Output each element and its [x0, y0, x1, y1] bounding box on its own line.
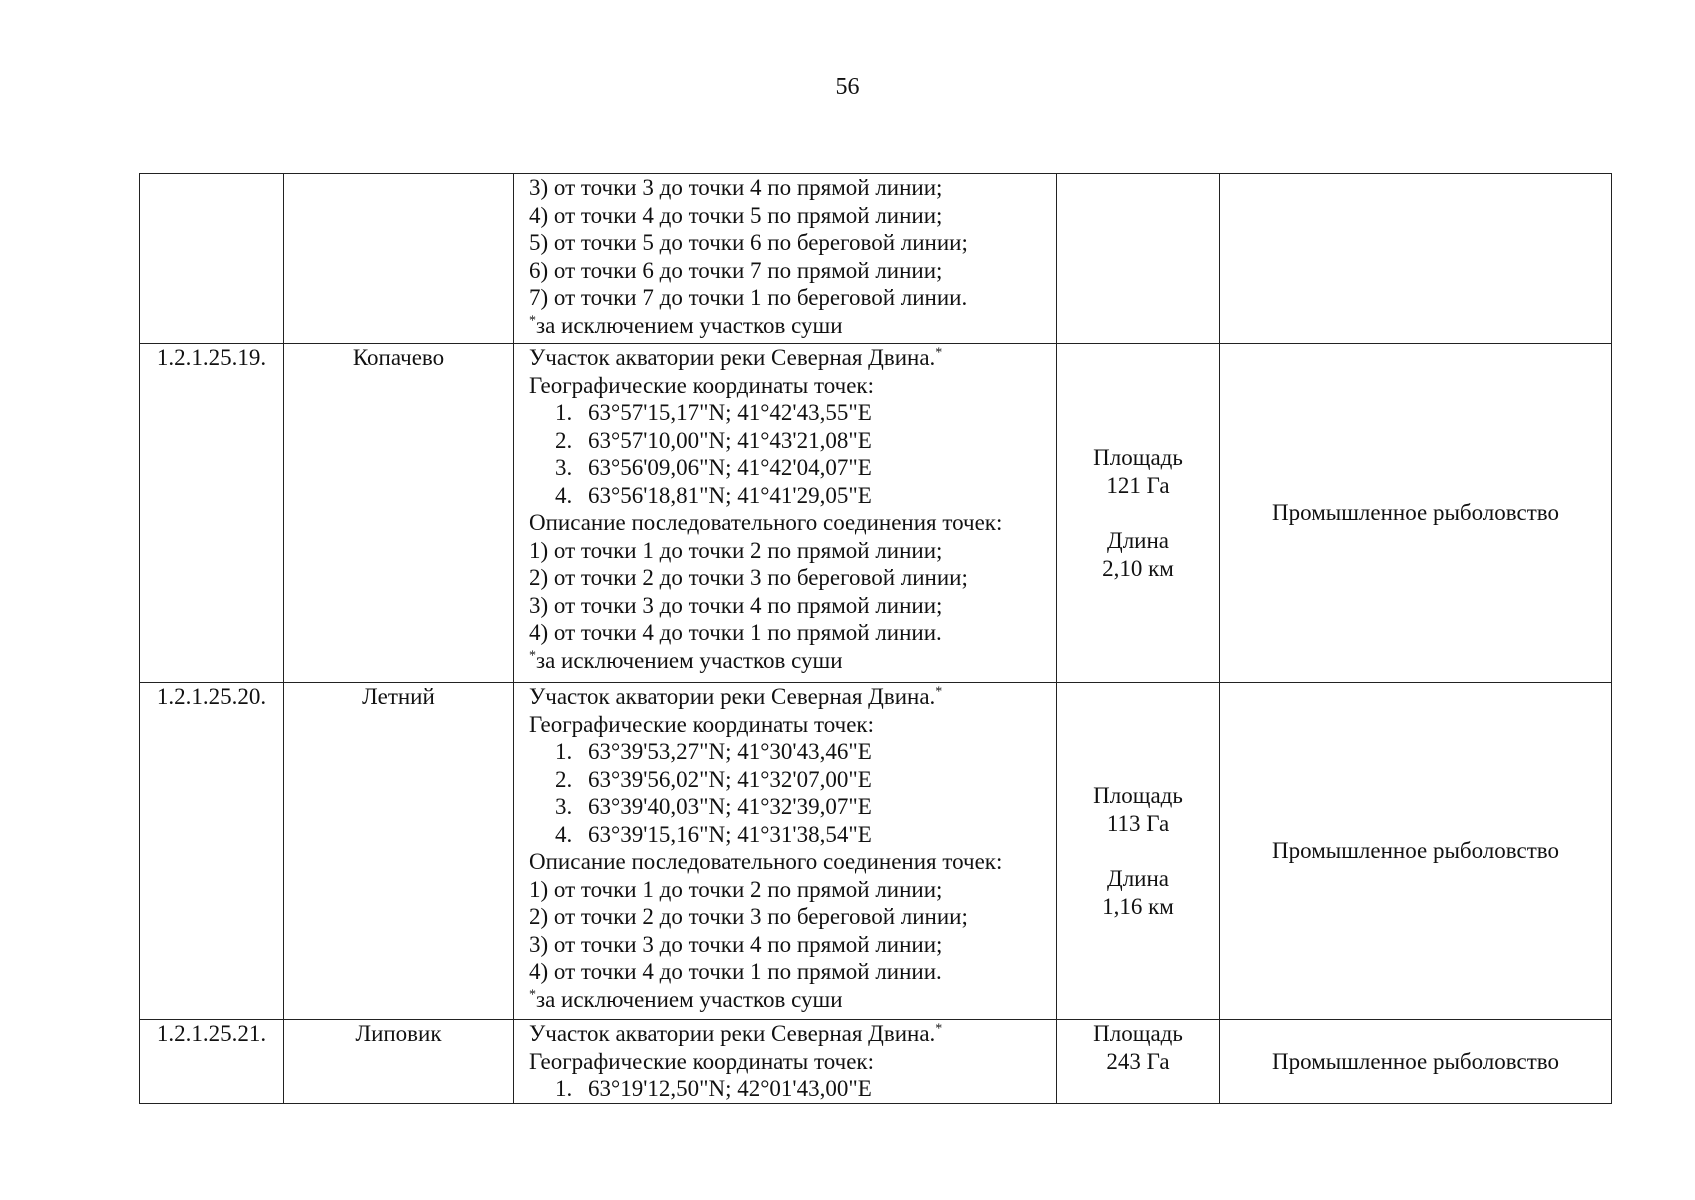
footnote [529, 312, 1050, 340]
coordinate-number: 4. [555, 482, 573, 508]
cell-id: 1.2.1.25.20. [140, 683, 284, 1020]
cell-name: Летний [284, 683, 514, 1020]
coordinate-item [529, 482, 1050, 510]
coordinate-value: 63°39'40,03"N; 41°32'39,07"E [588, 794, 872, 819]
area-label: Площадь [1093, 783, 1183, 808]
cell-use-empty [1220, 174, 1612, 344]
area-title-text: Участок акватории реки Северная Двина. [529, 1021, 936, 1046]
area-label: Площадь [1093, 1021, 1183, 1046]
title-mark: * [935, 684, 943, 700]
footnote-mark: * [529, 647, 536, 663]
title-mark: * [935, 345, 943, 361]
coordinate-value: 63°39'56,02"N; 41°32'07,00"E [588, 766, 872, 792]
coordinate-number: 1. [555, 739, 573, 764]
area-value: 113 Га [1106, 810, 1170, 836]
coordinate-item [529, 821, 1050, 849]
area-title [529, 683, 1050, 711]
connection-header: Описание последовательного соединения точек: [529, 849, 1003, 874]
footnote-text: за исключением участков суши [536, 312, 843, 338]
coordinate-value: 63°57'10,00"N; 41°43'21,08"E [588, 427, 872, 453]
cell-description [514, 344, 1057, 683]
connection-line: 5) от точки 5 до точки 6 по береговой линии; [529, 230, 968, 255]
connection-line: 7) от точки 7 до точки 1 по береговой линии. [529, 285, 968, 310]
connection-line: 1) от точки 1 до точки 2 по прямой линии; [529, 537, 943, 563]
cell-name: Липовик [284, 1020, 514, 1104]
cell-id-empty [140, 174, 284, 344]
footnote-mark: * [529, 312, 536, 328]
coordinate-number: 2. [555, 766, 573, 792]
length-label: Длина [1107, 866, 1169, 891]
cell-size [1057, 344, 1220, 683]
cell-description [514, 683, 1057, 1020]
area-value: 243 Га [1106, 1048, 1170, 1074]
cell-use: Промышленное рыболовство [1220, 683, 1612, 1020]
coordinate-item [529, 738, 1050, 766]
cell-size-empty [1057, 174, 1220, 344]
connection-line: 1) от точки 1 до точки 2 по прямой линии; [529, 876, 943, 902]
connection-line: 4) от точки 4 до точки 1 по прямой линии. [529, 959, 942, 984]
area-title-text: Участок акватории реки Северная Двина. [529, 684, 936, 709]
connection-header: Описание последовательного соединения точек: [529, 510, 1003, 535]
connection-line: 2) от точки 2 до точки 3 по береговой линии; [529, 904, 968, 929]
coords-header: Географические координаты точек: [529, 372, 874, 398]
length-value: 1,16 км [1102, 893, 1174, 919]
coordinate-item [529, 399, 1050, 427]
coordinate-value: 63°56'09,06"N; 41°42'04,07"E [588, 455, 872, 480]
connection-line: 3) от точки 3 до точки 4 по прямой линии; [529, 175, 943, 200]
cell-id: 1.2.1.25.21. [140, 1020, 284, 1104]
cell-use: Промышленное рыболовство [1220, 1020, 1612, 1104]
coordinate-item [529, 427, 1050, 455]
coordinate-value: 63°19'12,50"N; 42°01'43,00"E [588, 1076, 872, 1101]
coordinate-number: 2. [555, 427, 573, 453]
footnote-mark: * [529, 986, 536, 1002]
coordinate-value: 63°39'15,16"N; 41°31'38,54"E [588, 821, 872, 847]
area-title-text: Участок акватории реки Северная Двина. [529, 345, 936, 370]
cell-size [1057, 1020, 1220, 1104]
cell-name-empty [284, 174, 514, 344]
cell-size [1057, 683, 1220, 1020]
coordinate-item [529, 1075, 1050, 1103]
area-value: 121 Га [1106, 472, 1170, 498]
coordinate-value: 63°56'18,81"N; 41°41'29,05"E [588, 482, 872, 508]
connection-line: 3) от точки 3 до точки 4 по прямой линии; [529, 931, 943, 957]
length-value: 2,10 км [1102, 555, 1174, 581]
area-title [529, 1020, 1050, 1048]
coordinate-number: 3. [555, 455, 573, 480]
fishing-areas-table [139, 173, 1612, 1104]
coordinate-value: 63°57'15,17"N; 41°42'43,55"E [588, 400, 872, 425]
connection-line: 6) от точки 6 до точки 7 по прямой линии; [529, 257, 943, 283]
title-mark: * [935, 1021, 943, 1037]
coordinate-number: 1. [555, 400, 573, 425]
size-gap [1057, 837, 1219, 865]
cell-description-continued [514, 174, 1057, 344]
footnote [529, 647, 1050, 675]
coordinate-item [529, 454, 1050, 482]
continuation-row [140, 174, 1612, 344]
footnote-text: за исключением участков суши [536, 647, 843, 673]
size-gap [1057, 499, 1219, 527]
cell-description [514, 1020, 1057, 1104]
connection-line: 4) от точки 4 до точки 5 по прямой линии; [529, 202, 943, 228]
table-row [140, 344, 1612, 683]
coords-header: Географические координаты точек: [529, 1048, 874, 1074]
length-label: Длина [1107, 528, 1169, 553]
connection-line: 2) от точки 2 до точки 3 по береговой линии; [529, 565, 968, 590]
coordinate-number: 3. [555, 794, 573, 819]
coords-header: Географические координаты точек: [529, 711, 874, 737]
connection-line: 3) от точки 3 до точки 4 по прямой линии; [529, 592, 943, 618]
area-title [529, 344, 1050, 372]
table-row [140, 683, 1612, 1020]
cell-use: Промышленное рыболовство [1220, 344, 1612, 683]
coordinate-item [529, 793, 1050, 821]
cell-id: 1.2.1.25.19. [140, 344, 284, 683]
coordinate-number: 4. [555, 821, 573, 847]
footnote-text: за исключением участков суши [536, 986, 843, 1012]
page-number: 56 [835, 74, 860, 100]
table-row [140, 1020, 1612, 1104]
coordinate-number: 1. [555, 1076, 573, 1101]
connection-line: 4) от точки 4 до точки 1 по прямой линии. [529, 620, 942, 645]
coordinate-value: 63°39'53,27"N; 41°30'43,46"E [588, 739, 872, 764]
area-label: Площадь [1093, 445, 1183, 470]
footnote [529, 986, 1050, 1014]
cell-name: Копачево [284, 344, 514, 683]
coordinate-item [529, 766, 1050, 794]
